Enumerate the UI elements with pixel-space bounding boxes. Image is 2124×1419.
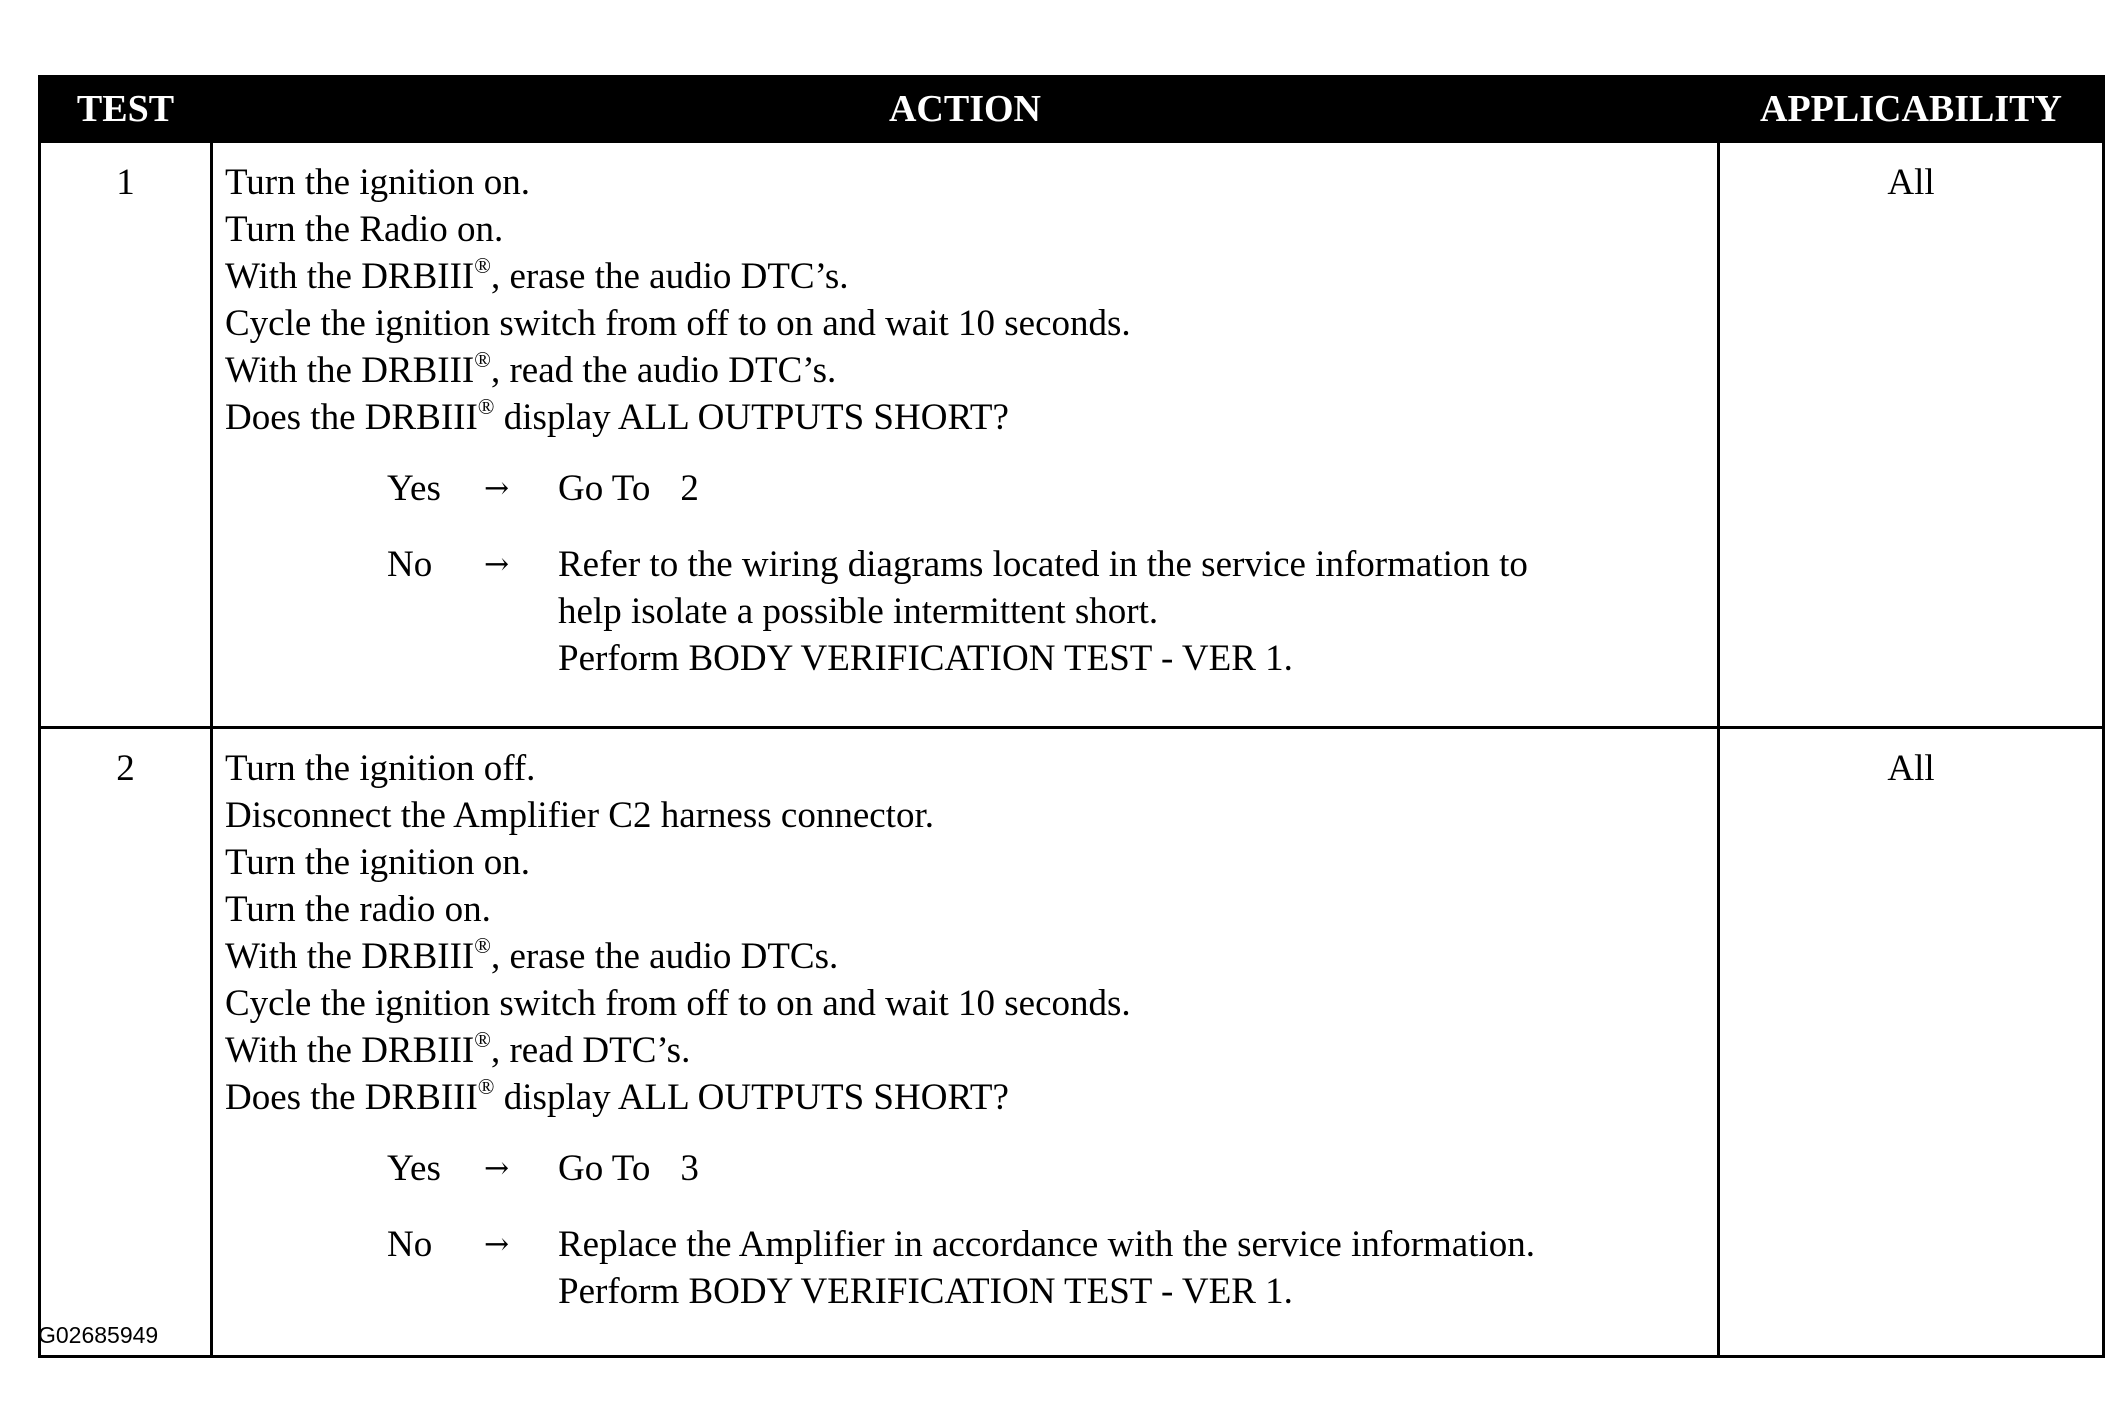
goto-target: 3 (680, 1148, 699, 1189)
action-step: Turn the ignition on. (225, 842, 530, 883)
registered-mark: ® (474, 932, 491, 958)
no-outcome (225, 541, 1707, 682)
yes-outcome (225, 465, 1707, 512)
instruction-line: Perform BODY VERIFICATION TEST - VER 1. (558, 638, 1293, 679)
action-step: With the DRBIII®, erase the audio DTCs. (225, 932, 839, 977)
registered-mark: ® (477, 393, 495, 419)
goto-target: 2 (680, 468, 699, 509)
diagnostic-test-table (38, 75, 2105, 1358)
right-arrow-icon: → (484, 1151, 510, 1186)
action-step: Does the DRBIII® display ALL OUTPUTS SHORT? (225, 1073, 1009, 1118)
instruction-line: Perform BODY VERIFICATION TEST - VER 1. (558, 1271, 1293, 1312)
yes-label: Yes (387, 468, 441, 509)
action-step: Turn the ignition off. (225, 748, 536, 789)
action-step: With the DRBIII®, read DTC’s. (225, 1026, 691, 1071)
yes-label: Yes (387, 1148, 441, 1189)
no-instruction (558, 541, 1707, 682)
test-number: 1 (40, 142, 212, 728)
table-row-test-1 (40, 142, 2104, 728)
goto-label: Go To (558, 468, 651, 509)
no-outcome (225, 1221, 1707, 1315)
action-step: With the DRBIII®, erase the audio DTC’s. (225, 252, 849, 297)
table-row-test-2 (40, 728, 2104, 1357)
registered-mark: ® (477, 1073, 495, 1099)
action-cell (212, 142, 1719, 728)
header-action: ACTION (212, 77, 1719, 142)
action-step: Does the DRBIII® display ALL OUTPUTS SHORT? (225, 393, 1009, 438)
instruction-line: Replace the Amplifier in accordance with the service information. (558, 1224, 1536, 1265)
right-arrow-icon: → (484, 547, 510, 582)
registered-mark: ® (474, 1026, 491, 1052)
diagnostic-test-sheet (38, 75, 2102, 1358)
applicability-value: All (1719, 728, 2104, 1357)
goto-label: Go To (558, 1148, 651, 1189)
action-step: Cycle the ignition switch from off to on and wait 10 seconds. (225, 983, 1131, 1024)
registered-mark: ® (474, 252, 491, 278)
yes-outcome (225, 1145, 1707, 1192)
right-arrow-icon: → (484, 471, 510, 506)
right-arrow-icon: → (484, 1227, 510, 1262)
goto-instruction (558, 1145, 1707, 1192)
outcome-list (225, 465, 1707, 682)
instruction-line: Refer to the wiring diagrams located in the service information to (558, 544, 1528, 585)
figure-id: G02685949 (38, 1322, 159, 1348)
test-number: 2 (40, 728, 212, 1357)
no-label: No (387, 1224, 433, 1265)
action-step: With the DRBIII®, read the audio DTC’s. (225, 346, 837, 391)
action-step: Turn the radio on. (225, 889, 491, 930)
header-applicability: APPLICABILITY (1719, 77, 2104, 142)
table-header (40, 77, 2104, 142)
action-step: Disconnect the Amplifier C2 harness connector. (225, 795, 934, 836)
outcome-list (225, 1145, 1707, 1315)
action-cell (212, 728, 1719, 1357)
instruction-line: help isolate a possible intermittent short. (558, 591, 1159, 632)
header-test: TEST (40, 77, 212, 142)
applicability-value: All (1719, 142, 2104, 728)
action-step: Turn the ignition on. (225, 162, 530, 203)
no-instruction (558, 1221, 1707, 1315)
registered-mark: ® (474, 346, 491, 372)
action-step: Cycle the ignition switch from off to on and wait 10 seconds. (225, 303, 1131, 344)
no-label: No (387, 544, 433, 585)
action-step: Turn the Radio on. (225, 209, 504, 250)
goto-instruction (558, 465, 1707, 512)
